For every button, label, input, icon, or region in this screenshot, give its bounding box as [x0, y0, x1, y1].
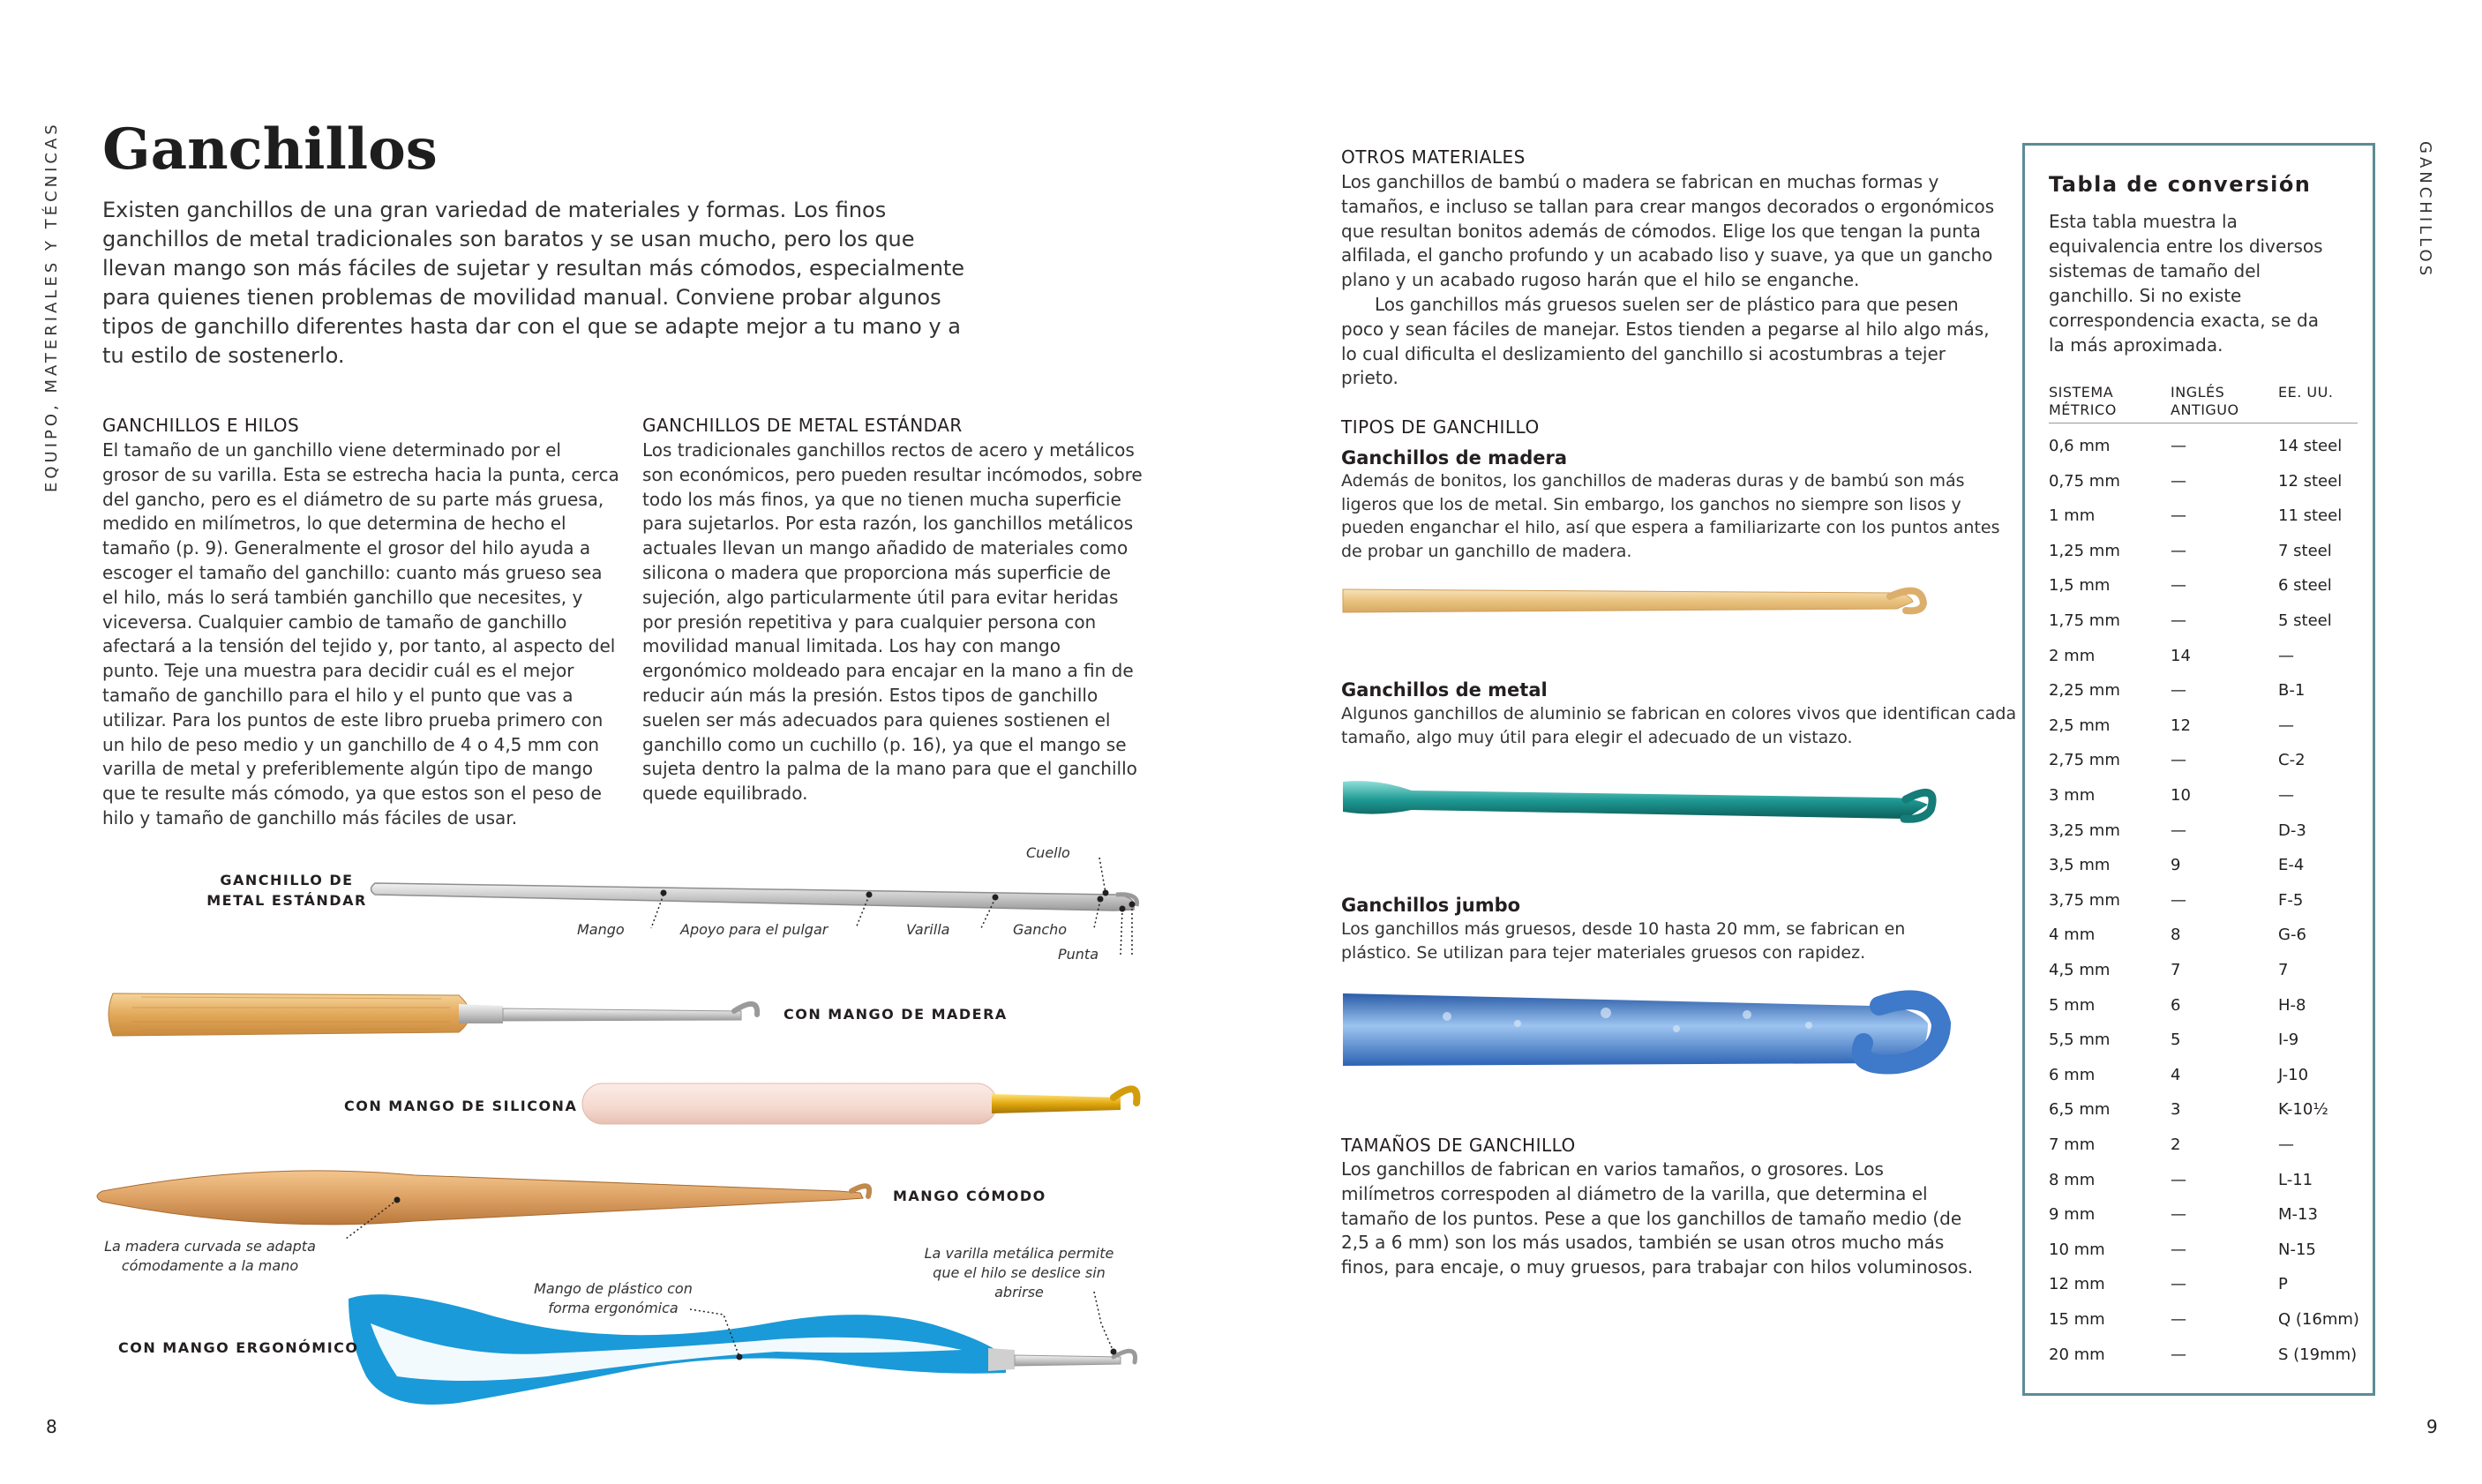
cell-metric: 8 mm [2049, 1170, 2096, 1189]
text-madera: Además de bonitos, los ganchillos de maderas duras y de bambú son más ligeros que los de metal. Sin embargo, los ganchos no siempre son lisos y pueden enganchar el hilo, así que espera a familiarizarte con los puntos antes de probar un ganchillo de madera. [1341, 471, 2000, 561]
cell-us: G-6 [2278, 926, 2306, 945]
cell-us: J-10 [2278, 1065, 2309, 1084]
cell-us: 7 [2278, 961, 2289, 979]
table-header-us: EE. UU. [2278, 384, 2334, 401]
cell-us: 5 steel [2278, 611, 2332, 630]
cell-us: L-11 [2278, 1170, 2313, 1189]
page-title: Ganchillos [102, 116, 438, 183]
cell-metric: 2,25 mm [2049, 681, 2120, 701]
cell-us: 14 steel [2278, 437, 2343, 455]
cell-old-uk: — [2171, 506, 2186, 526]
cell-metric: 1,5 mm [2049, 576, 2111, 596]
cell-old-uk: — [2171, 611, 2186, 630]
ergonomic-hook [349, 1292, 1136, 1405]
cell-us: 7 steel [2278, 541, 2332, 560]
cell-us: C-2 [2278, 751, 2306, 770]
label-mango-silicona: CON MANGO DE SILICONA [344, 1098, 578, 1114]
cell-us: — [2278, 646, 2294, 665]
cell-us: 6 steel [2278, 576, 2332, 596]
table-row [2049, 1338, 2358, 1370]
table-header-metric: SISTEMA MÉTRICO [2049, 384, 2117, 418]
intro-paragraph: Existen ganchillos de una gran variedad de materiales y formas. Los finos ganchillos de metal tradicionales son baratos y se usan mucho, pero los que llevan mango son más fáciles de sujetar y resultan más cómodos, especialmente para quienes tienen problemas de movilidad manual. Conviene probar algunos tipos de ganchillo diferentes hasta dar con el que se adapte mejor a tu mano y a tu estilo de sostenerlo. [102, 198, 965, 368]
text-tamanos: Los ganchillos de fabrican en varios tamaños, o grosores. Los milímetros correspoden al diámetro de la varilla, que determina el tamaño de los puntos. Pese a que los ganchillos de tamaño medio (de 2,5 a 6 mm) son los más usados, también se usan otros mucho más finos, para encaje, o muy gruesos, para trabajar con hilos voluminosos. [1341, 1158, 1974, 1278]
cell-old-uk: — [2171, 1170, 2186, 1189]
cell-us: N-15 [2278, 1240, 2316, 1259]
cell-us: S (19mm) [2278, 1345, 2358, 1364]
table-row [2049, 709, 2358, 741]
jumbo-hook [1343, 993, 1941, 1066]
cell-metric: 4 mm [2049, 926, 2096, 945]
cell-old-uk: 9 [2171, 856, 2181, 875]
table-row [2049, 569, 2358, 601]
table-row [2049, 604, 2358, 636]
cell-old-uk: — [2171, 1310, 2186, 1329]
table-row [2049, 954, 2358, 986]
cell-old-uk: — [2171, 1205, 2186, 1225]
cell-old-uk: 14 [2171, 646, 2191, 665]
cell-old-uk: — [2171, 751, 2186, 770]
cell-metric: 2 mm [2049, 646, 2096, 665]
cell-metric: 3,25 mm [2049, 821, 2120, 840]
page-number-left: 8 [46, 1416, 57, 1437]
text-jumbo: Los ganchillos más gruesos, desde 10 hasta 20 mm, se fabrican en plástico. Se utilizan para tejer materiales gruesos con rapidez. [1341, 919, 1906, 963]
cell-old-uk: — [2171, 681, 2186, 701]
table-row [2049, 430, 2358, 461]
cell-old-uk: — [2171, 576, 2186, 596]
text-metal-estandar: Los tradicionales ganchillos rectos de acero y metálicos son económicos, pero pueden resultar incómodos, sobre todo los más finos, ya que no tienen mucha superficie para sujetarlos. Por esta razón, los ganchillos metálicos actuales llevan un mango añadido de materiales como silicona o madera que proporciona más superficie de sujeción, algo particularmente útil para evitar heridas por presión repetitiva y para cualquier persona con movilidad manual limitada. Los hay con mango ergonómico moldeado para encajar en la mano a fin de reducir aún más la presión. Estos tipos de ganchillo suelen ser más adecuados para quienes sostienen el ganchillo como un cuchillo (p. 16), ya que el mango se sujeta dentro la palma de la mano para que el ganchillo quede equilibrado. [642, 439, 1143, 805]
cell-old-uk: — [2171, 890, 2186, 910]
cell-old-uk: 8 [2171, 926, 2181, 945]
cell-old-uk: — [2171, 821, 2186, 840]
cell-us: K-10½ [2278, 1100, 2328, 1120]
label-mango-madera: CON MANGO DE MADERA [784, 1006, 1008, 1023]
label-gancho: Gancho [1013, 921, 1068, 938]
cell-us: M-13 [2278, 1205, 2318, 1225]
cell-us: E-4 [2278, 856, 2305, 875]
note-varilla-metalica: La varilla metálica permite que el hilo se deslice sin abrirse [924, 1245, 1114, 1300]
table-row [2049, 744, 2358, 776]
standard-metal-hook [371, 858, 1137, 955]
table-row [2049, 499, 2358, 531]
cell-old-uk: — [2171, 1275, 2186, 1294]
cell-us: Q (16mm) [2278, 1310, 2359, 1329]
cell-old-uk: 2 [2171, 1135, 2181, 1154]
cell-us: H-8 [2278, 995, 2306, 1015]
cell-metric: 0,6 mm [2049, 437, 2111, 455]
table-header-old-uk: INGLÉS ANTIGUO [2171, 384, 2239, 418]
table-row [2049, 1198, 2358, 1230]
label-mango: Mango [577, 921, 625, 938]
cell-metric: 20 mm [2049, 1345, 2105, 1364]
table-description: Esta tabla muestra la equivalencia entre los diversos sistemas de tamaño del ganchillo. Si no existe correspondencia exacta, se da la más aproximada. [2049, 211, 2323, 356]
conversion-table [2022, 143, 2375, 1396]
cell-metric: 5 mm [2049, 995, 2096, 1015]
cell-old-uk: 7 [2171, 961, 2181, 979]
cell-us: P [2278, 1275, 2288, 1294]
cell-us: D-3 [2278, 821, 2306, 840]
cell-metric: 15 mm [2049, 1310, 2105, 1329]
cell-old-uk: — [2171, 1345, 2186, 1364]
aluminium-hook [1343, 781, 1932, 819]
label-mango-comodo: MANGO CÓMODO [893, 1188, 1046, 1204]
cell-old-uk: — [2171, 471, 2186, 491]
cell-metric: 6 mm [2049, 1065, 2096, 1084]
cell-old-uk: 6 [2171, 995, 2181, 1015]
table-row [2049, 465, 2358, 497]
cell-old-uk: 4 [2171, 1065, 2181, 1084]
label-metal-estandar: GANCHILLO DE METAL ESTÁNDAR [206, 872, 367, 909]
heading-ganchillos-hilos: GANCHILLOS E HILOS [102, 415, 300, 436]
cell-old-uk: 5 [2171, 1031, 2181, 1050]
cell-us: 11 steel [2278, 506, 2343, 526]
cell-metric: 3 mm [2049, 786, 2096, 805]
cell-metric: 10 mm [2049, 1240, 2105, 1259]
text-otros-materiales-2: Los ganchillos más gruesos suelen ser de plástico para que pesen poco y sean fáciles de manejar. Estos tienden a pegarse al hilo algo más, lo cual dificulta el deslizamiento del ganchillo si acostumbras a tejer prieto. [1341, 294, 1990, 389]
text-metal: Algunos ganchillos de aluminio se fabrican en colores vivos que identifican cada tamaño, algo muy útil para elegir el adecuado de un vistazo. [1341, 704, 2017, 747]
table-row [2049, 1059, 2358, 1091]
bamboo-hook [1343, 589, 1923, 612]
cell-metric: 2,75 mm [2049, 751, 2120, 770]
text-otros-materiales-1: Los ganchillos de bambú o madera se fabrican en muchas formas y tamaños, e incluso se tallan para crear mangos decorados o ergonómicos que resultan bonitos además de cómodos. Elige los que tengan la punta alfilada, el gancho profundo y un acabado liso y suave, ya que un gancho plano y un acabado rugoso harán que el hilo se enganche. [1341, 171, 1995, 291]
subheading-metal: Ganchillos de metal [1341, 679, 1548, 701]
table-row [2049, 989, 2358, 1021]
table-row [2049, 1164, 2358, 1195]
cell-us: — [2278, 786, 2294, 805]
heading-tamanos: TAMAÑOS DE GANCHILLO [1341, 1135, 1576, 1156]
table-row [2049, 849, 2358, 881]
running-head-left: EQUIPO, MATERIALES Y TÉCNICAS [42, 121, 61, 492]
subheading-madera: Ganchillos de madera [1341, 447, 1568, 468]
wooden-handle-hook [109, 993, 757, 1036]
table-row [2049, 1128, 2358, 1160]
cell-old-uk: 10 [2171, 786, 2191, 805]
cell-us: I-9 [2278, 1031, 2299, 1050]
running-head-right: GANCHILLOS [2416, 141, 2434, 280]
cell-us: — [2278, 716, 2294, 735]
page-number-right: 9 [2426, 1416, 2438, 1437]
cell-metric: 1,25 mm [2049, 541, 2120, 560]
cell-old-uk: 12 [2171, 716, 2191, 735]
cell-metric: 4,5 mm [2049, 961, 2111, 979]
cell-metric: 7 mm [2049, 1135, 2096, 1154]
cell-metric: 12 mm [2049, 1275, 2105, 1294]
cell-us: B-1 [2278, 681, 2306, 701]
label-apoyo: Apoyo para el pulgar [680, 921, 829, 938]
cell-metric: 1 mm [2049, 506, 2096, 526]
table-row [2049, 884, 2358, 916]
table-row [2049, 814, 2358, 846]
cell-metric: 9 mm [2049, 1205, 2096, 1225]
table-row [2049, 1023, 2358, 1055]
table-row [2049, 1093, 2358, 1125]
heading-metal-estandar: GANCHILLOS DE METAL ESTÁNDAR [642, 415, 963, 436]
cell-metric: 2,5 mm [2049, 716, 2111, 735]
note-mango-plastico: Mango de plástico con forma ergonómica [534, 1280, 693, 1316]
cell-metric: 1,75 mm [2049, 611, 2120, 630]
cell-old-uk: — [2171, 1240, 2186, 1259]
cell-old-uk: 3 [2171, 1100, 2181, 1120]
cell-old-uk: — [2171, 437, 2186, 455]
heading-tipos: TIPOS DE GANCHILLO [1341, 416, 1540, 438]
cell-metric: 3,5 mm [2049, 856, 2111, 875]
cell-metric: 3,75 mm [2049, 890, 2120, 910]
cell-us: F-5 [2278, 890, 2304, 910]
table-row [2049, 535, 2358, 566]
table-row [2049, 1233, 2358, 1265]
table-row [2049, 640, 2358, 671]
subheading-jumbo: Ganchillos jumbo [1341, 895, 1521, 916]
table-row [2049, 674, 2358, 706]
cell-us: 12 steel [2278, 471, 2343, 491]
text-ganchillos-hilos: El tamaño de un ganchillo viene determinado por el grosor de su varilla. Esta se estrecha hacia la punta, cerca del gancho, pero es el diámetro de su parte más gruesa, medido en milímetros, lo que determina de hecho el tamaño (p. 9). Generalmente el grosor del hilo ayuda a escoger el tamaño del ganchillo: cuanto más grueso sea el hilo, más lo será también ganchillo que necesites, y viceversa. Cualquier cambio de tamaño de ganchillo afectará a la tensión del tejido y, por tanto, al aspecto del punto. Teje una muestra para decidir cuál es el mejor tamaño de ganchillo para el hilo y el punto que vas a utilizar. Para los puntos de este libro prueba primero con un hilo de peso medio y un ganchillo de 4 o 4,5 mm con varilla de metal y preferiblemente algún tipo de mango que te resulte más cómodo, ya que estos son el peso de hilo y tamaño de ganchillo más fáciles de usar. [102, 439, 619, 828]
heading-otros-materiales: OTROS MATERIALES [1341, 146, 1526, 168]
silicone-handle-hook [582, 1083, 1136, 1124]
cell-old-uk: — [2171, 541, 2186, 560]
table-title: Tabla de conversión [2049, 172, 2312, 197]
table-row [2049, 779, 2358, 811]
cell-metric: 5,5 mm [2049, 1031, 2111, 1050]
table-row [2049, 1303, 2358, 1335]
label-cuello: Cuello [1026, 844, 1070, 861]
table-row [2049, 918, 2358, 950]
note-madera-curvada: La madera curvada se adapta cómodamente a la mano [104, 1238, 316, 1274]
cell-us: — [2278, 1135, 2294, 1154]
cell-metric: 0,75 mm [2049, 471, 2120, 491]
label-varilla: Varilla [906, 921, 950, 938]
cell-metric: 6,5 mm [2049, 1100, 2111, 1120]
label-mango-ergonomico: CON MANGO ERGONÓMICO [118, 1339, 359, 1356]
label-punta: Punta [1058, 946, 1099, 963]
comfy-wooden-hook [97, 1171, 869, 1239]
table-row [2049, 1268, 2358, 1300]
